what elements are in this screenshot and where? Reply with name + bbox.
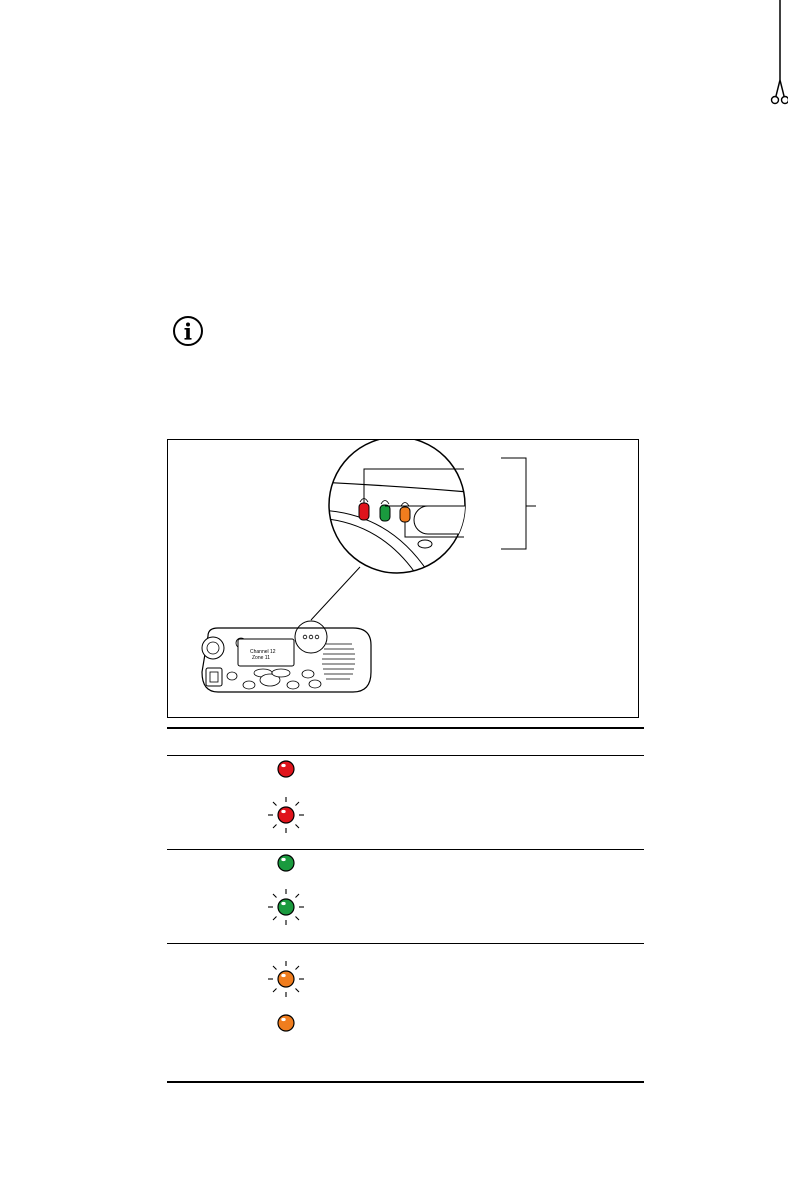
table-header-rule <box>167 755 644 756</box>
led-figure <box>167 439 639 718</box>
magnified-led-view <box>318 440 484 580</box>
amber-led <box>400 507 410 522</box>
green-led-steady-icon <box>266 843 306 883</box>
display-line-2: Zone 11 <box>252 655 270 661</box>
table-divider-green-amber <box>167 943 644 944</box>
f2-button <box>287 681 299 689</box>
radio-control-head <box>202 621 371 692</box>
key-button <box>206 668 222 686</box>
f1-button <box>243 681 255 689</box>
info-icon <box>172 315 204 347</box>
green-led <box>380 505 390 521</box>
cut-line-marker <box>770 0 788 110</box>
amber-led-flashing-icon <box>266 959 306 999</box>
table-divider-red-green <box>167 849 644 850</box>
display-line-1: Channel 12 <box>250 649 276 655</box>
red-led-steady-icon <box>266 749 306 789</box>
table-bottom-rule <box>167 1081 644 1083</box>
red-led-flashing-icon <box>266 795 306 835</box>
amber-led-steady-icon <box>266 1003 306 1043</box>
volume-knob <box>202 637 224 659</box>
red-led <box>359 503 369 520</box>
green-led-flashing-icon <box>266 887 306 927</box>
f4-button <box>309 680 321 688</box>
scissors-icon <box>772 80 788 104</box>
radio-illustration <box>168 440 640 719</box>
f3-button <box>302 670 314 678</box>
table-top-rule <box>167 727 644 729</box>
